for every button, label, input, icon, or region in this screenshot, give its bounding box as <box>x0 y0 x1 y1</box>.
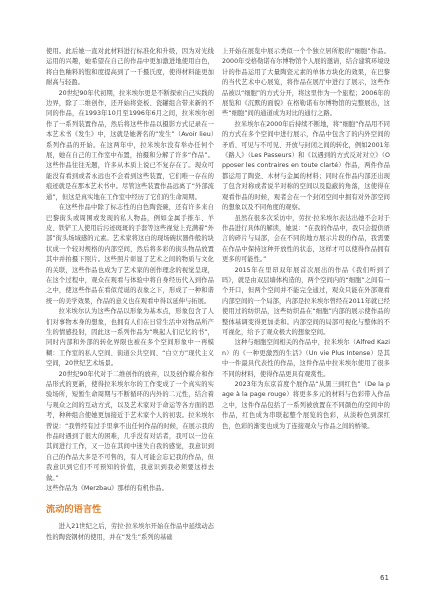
paragraph: 20世纪90年代对于二维创作的放弃，以及创作媒介和作品形式的更新，使得拉米埃尔尔的工作变成了一个真实的实验场所，短暂生命周期与不断循环的内外的二元性，结合着与观众之间的互动方式，以及艺术家对于命运等各方面的思考，种种组合使她更加接近于艺术家个人的初衷。拉米埃尔曾说：“我曾经有过手里拿不出任何作品的时候，在展示我的作品时遇到了很大的困难，几乎没有对话者，我可以一边在其间进行工作，又一边在其间中迷失自我的感觉，我意识到自己的作品大多是不可售的，有人可能会忘记我的作品，但我意识到它们不可预知的价值，我意识到我必须要这样去做。” <box>46 370 214 482</box>
right-column <box>222 47 390 432</box>
paragraph: 2015年在里昂双年展首次展出的作品《我们听到了吗》，就是由双层墙体构造的，两个空间内的“细胞”之间有一个开口，但两个空间并不能完全通过，观众只能在外部观看内部空间的一个局部，内部是拉米埃尔曾经在2011年就已经使用过的纺织品，这些纺织品在“细胞”内部的展示使作品的整体基调变得更加柔和。内部空间的局部可视化与整体的不可视化，给予了观众极大的想象空间。 <box>222 266 390 336</box>
paragraph: 在这些作品中除了标志性的白色陶瓷碗，还有许多来自巴黎街头或周围或发现的私人物品，例如金属手推车、羊皮、铁铲工人使用后污迹斑斑的手套等这些视觉上充满着“外部”街头场域感的元素。艺术家将这白的现场碗状器件般的块状成一个较对规格的内部空间，然后将多彩的街头物品放置其中并拍摄下照片。这些照片彰显了艺术之间的物质与文化的关联，这些作品也成为了艺术家的创作理念的视觉呈现，在这个过程中，观众在观看与体验中将自身经历代入到作品之中，使这些作品在看似荒诞的表象之下，形成了一种和谐统一的美学效果，作品的意义也在观看中得以延伸与拓展。 <box>46 204 214 305</box>
paragraph: 这些作品为《Merzbau》那样的有机作品。 <box>46 485 168 493</box>
paragraph: 进入21世纪之后，劳拉·拉米埃尔开始在作品中延续动态性的陶瓷钢材的使用，并在“发生”系列的基础 <box>46 523 214 541</box>
paragraph: 使用。此后她一直对此材料进行标准化和升级，因为对光线运用的兴趣，她希望在自己的作品中更加激进地使用白色，将白色釉料的饱和度提高到了一千摄氏度，使得材料能更加耐高与轻盈。 <box>46 48 214 87</box>
paragraph: 上开始在展览中展示类似一个个独立居所般的“细胞”作品。2000年受格勒诺布尔博物馆个人展的邀请，结合建筑环境设计的作品运用了大量陶瓷元素的单体方块化的效果，在巴黎的当代艺术中心展览，将作品在展厅中进行了展示，这些作品被以“细胞”的方式分开，将这里作为一个旅程；2006年的展览和《沉默的面貌》在格勒诺布尔博物馆的完整展出，这些“细胞”间的通道成为对比的通行之路。 <box>222 48 390 118</box>
paragraph: 2023年为东京首度个展作品“从黑三到红色”（De la page à la page rouge）将更多多元的材料与色彩带入作品之中，这件作品包括了一系列被放置在不同颜色的空间中的作品，红色成为串联起整个展览的色彩，从淡粉色到深红色，色彩的渐变也成为了连接观众与作品之间的桥梁。 <box>222 381 390 430</box>
paragraph: 拉米埃尔在2000年后持续不断地，将“细胞”作品用不同的方式在多个空间中进行展示，作品中包含了的内外空间的矛盾、可见与不可见、开放与封闭之间的转化，例如2001年《路人》（Les Passeurs）和《以遇到的方式反对对立》（Opposer les contraires en toute clarté）作品，两件作品都运用了陶瓷、木材与金属的材料；同时在作品内部还出现了包含对称或者说半对称的空间以及隐蔽的角落，这使得在观看作品的时候，观者会在一个封闭空间中拥有对外部空间的想象以及不同角度的观察。 <box>222 120 390 212</box>
paragraph: 拉米埃尔认为这些作品以形象为基本点，形象包含了人们对事物本身的想象，也拥有人们在日常生活中对物品所产生的情感投射，因此这一系列作品为“唤起人们记忆的书”，同时内部和外部的转化界限也被在多个空间形象中一再模糊：工作室的私人空间、街道公共空间、“白立方”现代主义空间，20世纪艺术场景。 <box>46 308 214 368</box>
section-heading: 流动的语言性 <box>46 504 102 516</box>
paragraph: 这种与细胞空间相关的作品中，拉米埃尔（Alfred Kazin）的《一种更激烈的生活》（Un vie Plus Intense）是其中一件最具代表性的作品，这件作品中拉米埃尔使用了很多不同的材料，使得作品更具有观赏性。 <box>222 339 390 378</box>
left-column <box>46 47 214 543</box>
paragraph: 20世纪90年代初期，拉米埃尔更是不断探索自己实践的边界，除了二维创作，还开始将瓷板、瓷罐组合带来新的不同的作品，在1993年10月至1996年6月之间，拉米埃尔创作了一系列装置作品，然后将这些作品以摄影方式记录在一本艺术书《发生》中，这就是她著名的“发生”（Avoir lieu）系列作品的开始。在这两年中，拉米埃尔没有举办任何个展，她在自己的工作室中布置，拍摄和分解了许多“作品”。这些作品往往无题，许多从本质上说已不复存在了。现众可能没有看到或者永远也不会看到这些装置，它们唯一存在的痕迹就是在那本艺术书中。尽管这些装置作品远离了“外部流通”，但这是真实地在工作室中经历了它们的生命周期。 <box>46 89 214 201</box>
paragraph: 虽然在很多次采访中，劳拉·拉米埃尔表达出她不会对于作品进行具体的解读，她说：“在我的作品中，我只会提供语言的碎片与局部，会在不同的地方展示片段的作品，我需要在作品中保持这种开放性的状态，这样才可以使得作品拥有更多的可能性。” <box>222 214 390 264</box>
page-number: 61 <box>380 574 389 582</box>
